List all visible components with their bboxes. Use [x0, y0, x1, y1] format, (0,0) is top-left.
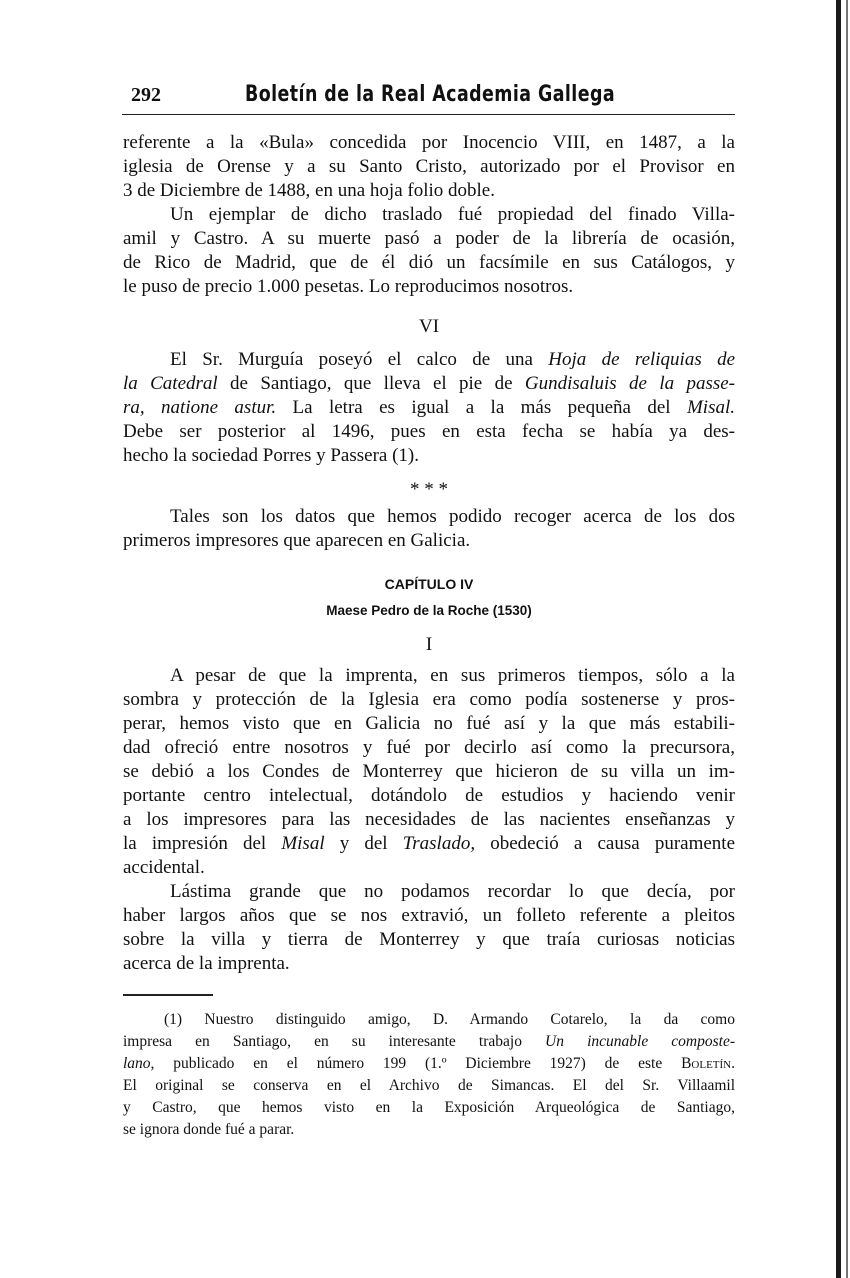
text-segment: obedeció a causa puramente	[475, 833, 736, 854]
text-line	[123, 479, 735, 501]
text-segment: VI	[418, 316, 440, 337]
text-segment: de Santiago, que lleva el pie de	[217, 373, 525, 394]
text-segment: I	[425, 634, 433, 655]
text-segment: dad ofreció entre nosotros y fué por decirlo así como la precursora,	[123, 737, 735, 758]
text-segment: (1) Nuestro distinguido amigo, D. Armando Cotarelo, la da como	[164, 1011, 735, 1028]
footnote-line	[123, 1054, 735, 1074]
footnote-line	[123, 1120, 735, 1140]
text-line	[123, 737, 735, 759]
text-segment: portante centro intelectual, dotándolo de estudios y haciendo venir	[123, 785, 735, 806]
page-number: 292	[131, 84, 161, 106]
text-segment: 3 de Diciembre de 1488, en una hoja folio doble.	[123, 180, 495, 201]
footnote-line	[123, 1076, 735, 1096]
text-segment: Lástima grande que no podamos recordar lo que decía, por	[170, 881, 735, 902]
running-title: Boletín de la Real Academia Gallega	[245, 82, 616, 107]
text-segment: y Castro, que hemos visto en la Exposición Arqueológica de Santiago,	[123, 1099, 735, 1116]
text-segment: la impresión del	[123, 833, 282, 854]
text-line	[123, 953, 735, 975]
text-segment: de Rico de Madrid, que de él dió un facsímile en sus Catálogos, y	[123, 252, 735, 273]
header-rule	[122, 114, 735, 115]
text-line	[123, 833, 735, 855]
text-segment: accidental.	[123, 857, 205, 878]
text-segment: perar, hemos visto que en Galicia no fué así y la que más estabili-	[123, 713, 735, 734]
text-segment: amil y Castro. A su muerte pasó a poder de la librería de ocasión,	[123, 228, 735, 249]
text-line	[123, 397, 735, 419]
text-segment: sombra y protección de la Iglesia era como podía sostenerse y pros-	[123, 689, 735, 710]
italic-text: Hoja de reliquias de	[548, 349, 735, 370]
scan-edge-shadow	[836, 0, 841, 1278]
text-line	[123, 156, 735, 178]
italic-text: ra, natione astur.	[123, 397, 277, 418]
text-segment: A pesar de que la imprenta, en sus primeros tiempos, sólo a la	[170, 665, 735, 686]
text-segment: publicado en el número 199 (1.º Diciembre 1927) de este	[154, 1055, 682, 1072]
italic-text: lano,	[123, 1055, 155, 1072]
footnote-line	[123, 1032, 735, 1052]
text-line	[170, 665, 735, 687]
text-segment: El original se conserva en el Archivo de Simancas. El del Sr. Villaamil	[123, 1077, 735, 1094]
text-line	[123, 905, 735, 927]
chapter-title: CAPÍTULO IV	[384, 576, 474, 592]
text-segment: iglesia de Orense y a su Santo Cristo, autorizado por el Provisor en	[123, 156, 735, 177]
text-line	[170, 881, 735, 903]
text-segment: sobre la villa y tierra de Monterrey y que traía curiosas noticias	[123, 929, 735, 950]
text-line	[123, 276, 735, 298]
text-segment: referente a la «Bula» concedida por Inocencio VIII, en 1487, a la	[123, 132, 735, 153]
italic-text: Un incunable composte-	[545, 1033, 735, 1050]
text-line	[123, 689, 735, 711]
text-line	[170, 349, 735, 371]
text-segment: primeros impresores que aparecen en Galicia.	[123, 530, 471, 551]
text-line	[123, 785, 735, 807]
text-segment: * * *	[410, 479, 448, 500]
text-line	[123, 857, 735, 879]
text-segment: haber largos años que se nos extravió, un folleto referente a pleitos	[123, 905, 735, 926]
text-line	[123, 929, 735, 951]
text-segment: acerca de la imprenta.	[123, 953, 290, 974]
text-line	[123, 132, 735, 154]
italic-text: Gundisaluis de la passe-	[524, 373, 736, 394]
text-line	[170, 506, 735, 528]
text-segment: hecho la sociedad Porres y Passera (1).	[123, 445, 419, 466]
text-line	[123, 373, 735, 395]
footnote-rule	[123, 994, 213, 996]
text-line	[170, 204, 735, 226]
italic-text: Misal.	[686, 397, 735, 418]
text-segment: La letra es igual a la más pequeña del	[276, 397, 687, 418]
footnote-line	[123, 1098, 735, 1118]
text-line	[123, 761, 735, 783]
text-line	[123, 180, 735, 202]
italic-text: la Catedral	[123, 373, 218, 394]
text-segment: Debe ser posterior al 1496, pues en esta fecha se había ya des-	[123, 421, 735, 442]
text-line	[123, 421, 735, 443]
text-segment: se ignora donde fué a parar.	[123, 1121, 295, 1138]
text-segment: El Sr. Murguía poseyó el calco de una	[170, 349, 549, 370]
text-segment: Un ejemplar de dicho traslado fué propiedad del finado Villa-	[170, 204, 735, 225]
text-line	[123, 445, 735, 467]
text-line	[123, 252, 735, 274]
text-line	[123, 634, 735, 656]
text-line	[123, 228, 735, 250]
text-segment: le puso de precio 1.000 pesetas. Lo reproducimos nosotros.	[123, 276, 574, 297]
text-line	[123, 809, 735, 831]
text-segment: impresa en Santiago, en su interesante trabajo	[123, 1033, 546, 1050]
chapter-subtitle: Maese Pedro de la Roche (1530)	[326, 603, 532, 618]
footnote-line	[164, 1010, 735, 1030]
text-segment: se debió a los Condes de Monterrey que hicieron de su villa un im-	[123, 761, 735, 782]
text-segment: Tales son los datos que hemos podido recoger acerca de los dos	[170, 506, 735, 527]
text-line	[123, 713, 735, 735]
scan-edge-line	[846, 0, 848, 1278]
text-segment: a los impresores para las necesidades de las nacientes enseñanzas y	[123, 809, 735, 830]
italic-text: Misal	[281, 833, 325, 854]
text-line	[123, 530, 735, 552]
text-line	[123, 316, 735, 338]
italic-text: Traslado,	[402, 833, 476, 854]
text-segment: Boletín.	[681, 1055, 735, 1072]
text-segment: y del	[324, 833, 403, 854]
